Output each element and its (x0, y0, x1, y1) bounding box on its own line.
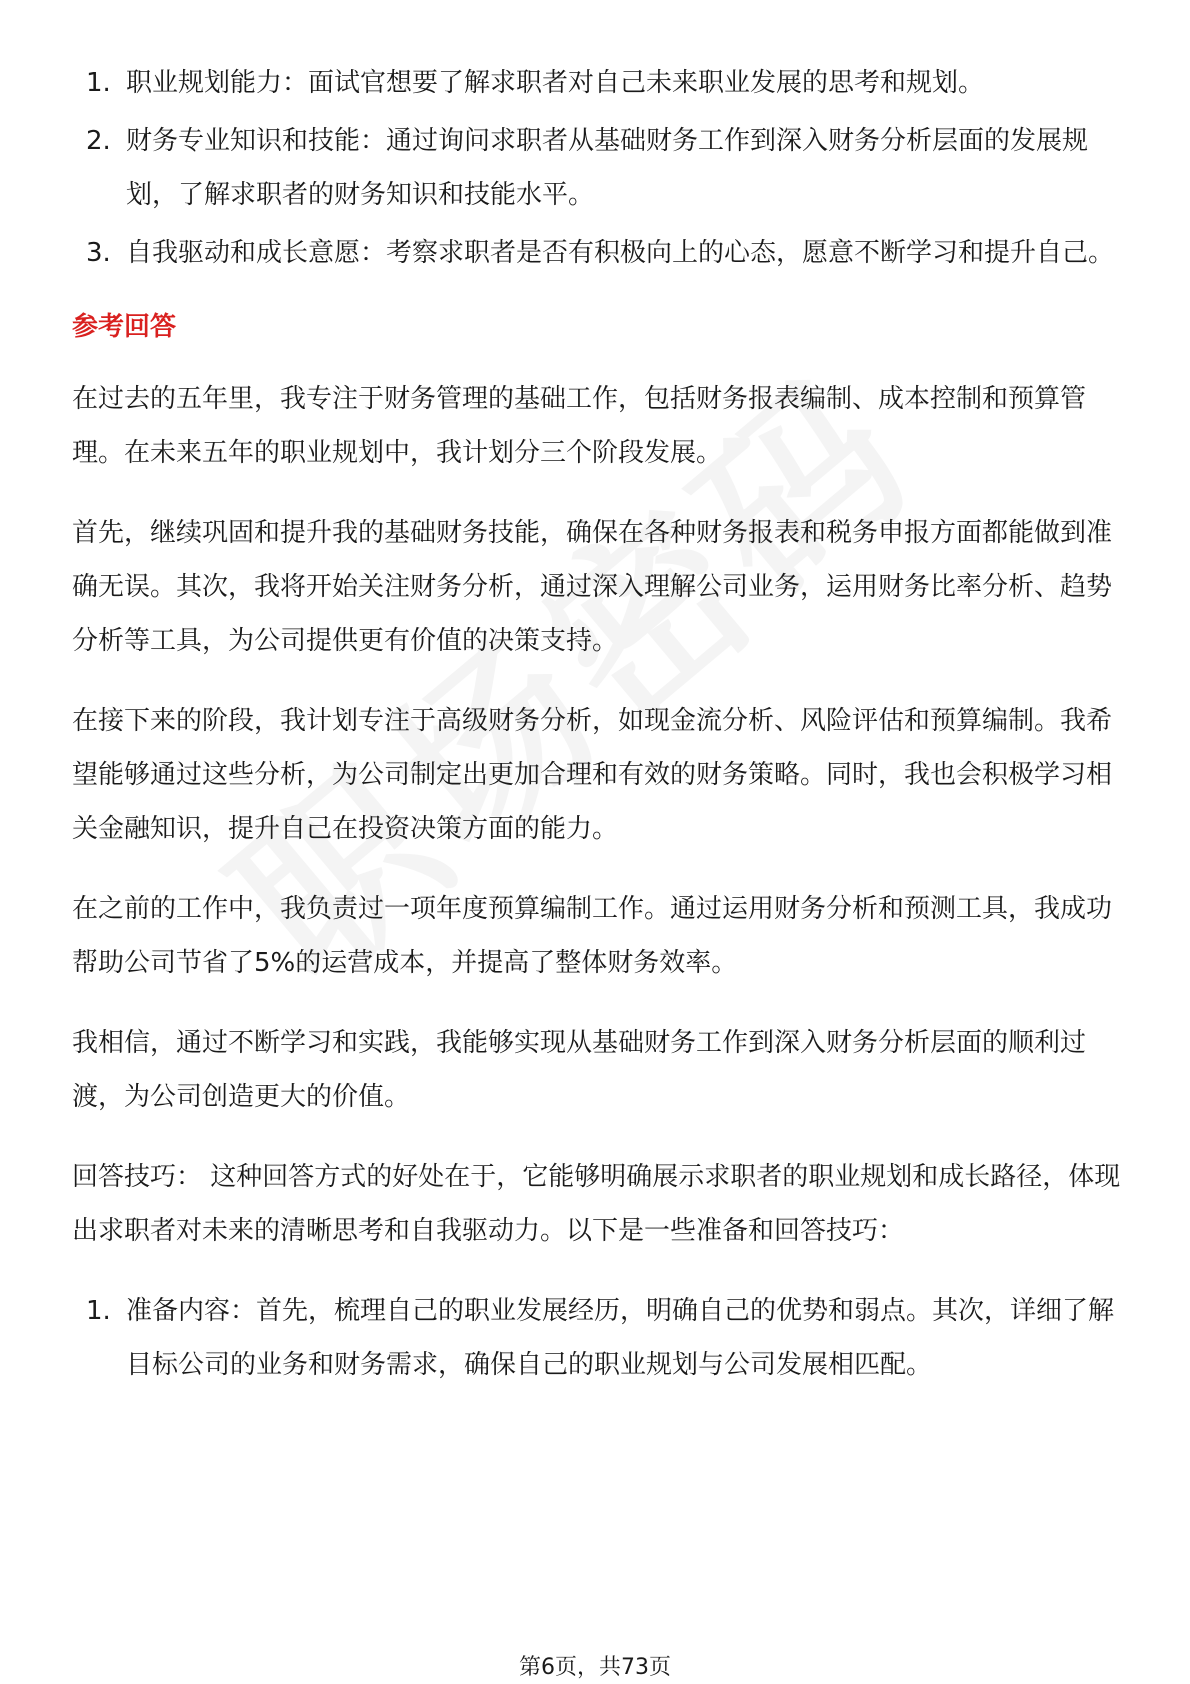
document-page (72, 56, 1132, 1396)
list-number: 2. (86, 126, 111, 156)
list-number: 1. (86, 1296, 111, 1326)
page-footer: 第6页，共73页 (519, 1655, 671, 1680)
section-heading: 参考回答 (72, 312, 177, 342)
list-item (72, 56, 1132, 110)
paragraph: 在过去的五年里，我专注于财务管理的基础工作，包括财务报表编制、成本控制和预算管理。在未来五年的职业规划中，我计划分三个阶段发展。 (72, 384, 1087, 468)
list-item-text: 自我驱动和成长意愿：考察求职者是否有积极向上的心态，愿意不断学习和提升自己。 (126, 238, 1115, 268)
evaluation-points-list (72, 56, 1132, 280)
list-item (72, 1284, 1132, 1392)
list-number: 1. (86, 68, 111, 98)
list-item (72, 114, 1132, 222)
paragraph: 在之前的工作中，我负责过一项年度预算编制工作。通过运用财务分析和预测工具，我成功帮助公司节省了5%的运营成本，并提高了整体财务效率。 (72, 894, 1113, 978)
list-item-text: 财务专业知识和技能：通过询问求职者从基础财务工作到深入财务分析层面的发展规划，了解求职者的财务知识和技能水平。 (126, 126, 1089, 210)
list-item-text: 职业规划能力：面试官想要了解求职者对自己未来职业发展的思考和规划。 (126, 68, 985, 98)
tips-list (72, 1284, 1132, 1392)
paragraph: 我相信，通过不断学习和实践，我能够实现从基础财务工作到深入财务分析层面的顺利过渡，为公司创造更大的价值。 (72, 1028, 1087, 1112)
list-item-text: 准备内容：首先，梳理自己的职业发展经历，明确自己的优势和弱点。其次，详细了解目标公司的业务和财务需求，确保自己的职业规划与公司发展相匹配。 (126, 1296, 1115, 1380)
paragraph: 首先，继续巩固和提升我的基础财务技能，确保在各种财务报表和税务申报方面都能做到准确无误。其次，我将开始关注财务分析，通过深入理解公司业务，运用财务比率分析、趋势分析等工具，为公司提供更有价值的决策支持。 (72, 518, 1113, 656)
paragraph: 回答技巧： 这种回答方式的好处在于，它能够明确展示求职者的职业规划和成长路径，体现出求职者对未来的清晰思考和自我驱动力。以下是一些准备和回答技巧： (72, 1162, 1121, 1246)
paragraph: 在接下来的阶段，我计划专注于高级财务分析，如现金流分析、风险评估和预算编制。我希望能够通过这些分析，为公司制定出更加合理和有效的财务策略。同时，我也会积极学习相关金融知识，提升自己在投资决策方面的能力。 (72, 706, 1113, 844)
list-item (72, 226, 1132, 280)
list-number: 3. (86, 238, 111, 268)
